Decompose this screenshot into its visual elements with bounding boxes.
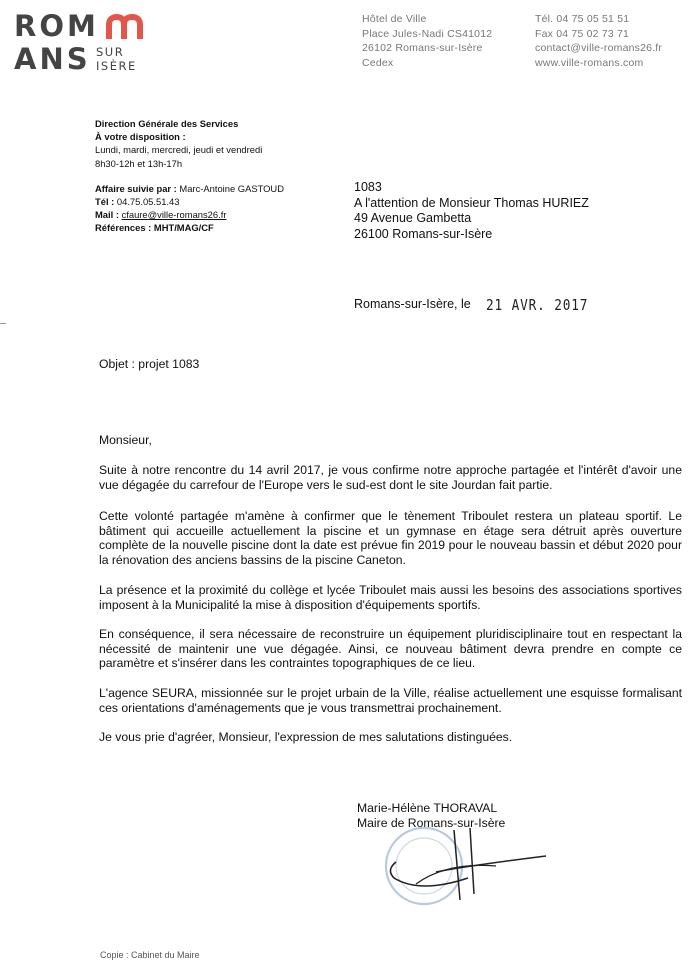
disposition-label: À votre disposition :: [95, 131, 186, 143]
refs-value: MHT/MAG/CF: [151, 222, 214, 234]
mail-label: Mail :: [95, 209, 119, 221]
website-link[interactable]: www.ville-romans.com: [535, 56, 644, 69]
sender-info: [95, 117, 284, 235]
logo-accent-m-icon: [106, 14, 144, 40]
logo-line2: ANS: [14, 42, 91, 76]
address-line: Place Jules-Nadi CS41012: [362, 27, 493, 40]
recipient-line: 49 Avenue Gambetta: [354, 211, 472, 225]
contact-block: [535, 12, 662, 70]
subject-line: Objet : projet 1083: [99, 357, 200, 371]
direction: Direction Générale des Services: [95, 118, 239, 129]
refs-label: Références :: [95, 222, 152, 234]
signature-stamp-icon: [376, 822, 556, 912]
body-paragraph: En conséquence, il sera nécessaire de reconstruire un équipement pluridisciplinaire tout en respectant la nécessité de maintenir une vue dégagée. Ainsi, ce nouveau bâtiment devra prendre en compte ce paramètre et s'insérer dans les contraintes topographiques de ce lieu.: [99, 627, 682, 671]
body-paragraph: Suite à notre rencontre du 14 avril 2017, je vous confirme notre approche partagée et l'intérêt d'avoir une vue dégagée du carrefour de l'Europe vers le sud-est dont le site Jourdan fait partie.: [99, 463, 682, 492]
copie-note: Copie : Cabinet du Maire: [100, 950, 200, 960]
logo-sur: SUR: [96, 45, 125, 59]
city-logo: [14, 9, 154, 76]
address-line: 26102 Romans-sur-Isère: [362, 42, 483, 54]
signer-name: Marie-Hélène THORAVAL: [357, 801, 498, 815]
body-paragraph: Cette volonté partagée m'amène à confirmer que le tènement Triboulet restera un plateau sportif. Le bâtiment qui accueille actuellement la piscine et un gymnase en étage sera détruit après ouverture complète de la nouvelle piscine dont la date est prévue fin 2019 pour le nouveau bassin et début 2020 pour la rénovation des anciens bassins de la piscine Caneton.: [99, 509, 682, 567]
recipient-block: [354, 180, 589, 242]
fold-mark: [0, 323, 6, 324]
date-stamp: 21 AVR. 2017: [486, 296, 589, 314]
address-block: [362, 12, 492, 70]
logo-isere: ISÈRE: [96, 59, 137, 73]
signer-title: Maire de Romans-sur-Isère: [357, 816, 506, 830]
recipient-line: A l'attention de Monsieur Thomas HURIEZ: [354, 195, 589, 210]
logo-line1: ROM: [14, 9, 99, 43]
email-link[interactable]: contact@ville-romans26.fr: [535, 42, 663, 54]
address-line: Cedex: [362, 56, 394, 69]
recipient-line: 26100 Romans-sur-Isère: [354, 226, 493, 241]
tel-value: 04.75.05.51.43: [114, 196, 180, 208]
body-paragraph: La présence et la proximité du collège et lycée Triboulet mais aussi les besoins des associations sportives imposent à la Municipalité la mise à disposition d'équipements sportifs.: [99, 583, 682, 612]
recipient-line: 1083: [354, 180, 382, 194]
days: Lundi, mardi, mercredi, jeudi et vendredi: [95, 144, 263, 156]
suivie-label: Affaire suivie par :: [95, 182, 177, 194]
hours: 8h30-12h et 13h-17h: [95, 157, 183, 169]
suivie-value: Marc-Antoine GASTOUD: [176, 182, 284, 194]
phone: Tél. 04 75 05 51 51: [535, 13, 630, 25]
body-paragraph: L'agence SEURA, missionnée sur le projet urbain de la Ville, réalise actuellement une esquisse formalisant ces orientations d'aménagements que je vous transmettrai prochainement.: [99, 686, 682, 715]
tel-label: Tél :: [95, 196, 115, 208]
address-line: Hôtel de Ville: [362, 13, 427, 25]
body-paragraph: Je vous prie d'agréer, Monsieur, l'expression de mes salutations distinguées.: [99, 730, 513, 744]
salutation: Monsieur,: [99, 433, 152, 447]
fax: Fax 04 75 02 73 71: [535, 27, 630, 40]
date-place: Romans-sur-Isère, le: [354, 297, 471, 311]
mail-link[interactable]: cfaure@ville-romans26.fr: [121, 209, 227, 221]
